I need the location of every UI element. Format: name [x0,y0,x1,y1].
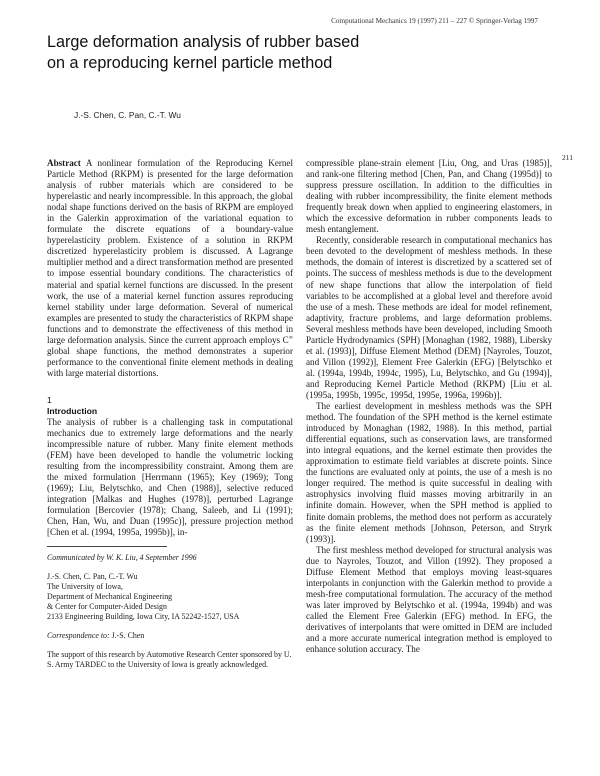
author-address [47,572,293,622]
abstract-label: Abstract [47,158,81,168]
left-column [47,158,293,679]
address-line: & Center for Computer-Aided Design [47,602,167,612]
authors: J.-S. Chen, C. Pan, C.-T. Wu [74,110,181,120]
communicated-note: Communicated by W. K. Liu, 4 September 1996 [47,553,197,563]
page-number: 211 [562,153,573,162]
footnote-divider [47,546,167,547]
address-line: 2133 Engineering Building, Iowa City, IA 52242-1527, USA [47,612,240,622]
abstract-superscript: ∞ [288,334,293,341]
address-line: J.-S. Chen, C. Pan, C.-T. Wu [47,572,138,582]
address-line: Department of Mechanical Engineering [47,592,173,602]
correspondence-label: Correspondence to: [47,631,110,641]
section-heading [47,395,293,417]
title-line-2: on a reproducing kernel particle method [47,54,333,72]
address-line: The University of Iowa, [47,582,123,592]
right-column [306,158,552,655]
paper-title [47,32,487,74]
intro-paragraph: The analysis of rubber is a challenging task in computational mechanics due to extremely large deformations and the nearly incompressible nature of rubber. Many finite element methods (FEM) have been developed to handle the volumetric locking resulting from the incompressibility constraint. Among them are the mixed formulation [Herrmann (1965); Key (1969); Tong (1969); Liu, Belytschko, and Chen (1988)], selective reduced integration [Malkas and Hughes (1978)], perturbed Lagrange formulation [Bercovier (1978); Chang, Saleeb, and Li (1991); Chen, Han, Wu, and Duan (1995c)], pressure projection method [Chen et al. (1994, 1995a, 1995b)], in- [47,416,293,538]
abstract-tail: global shape functions, the method demonstrates a superior performance to the conventional finite element methods in dealing with large material distortions. [47,345,293,378]
body-paragraph: compressible plane-strain element [Liu, Ong, and Uras (1985)], and rank-one filtering method [Chen, Pan, and Chang (1995d)] to suppress pressure oscillation. In addition to the difficulties in dealing with rubber incompressibility, the finite element methods frequently break down when applied to engineering elastomers, in which the excessive deformation in rubber components leads to mesh entanglement. [306,158,552,235]
correspondence [47,631,293,641]
title-block [47,32,487,74]
correspondence-name: J.-S. Chen [109,631,145,641]
section-number: 1 [47,394,52,405]
body-paragraph: Recently, considerable research in computational mechanics has been devoted to the development of meshless methods. In these methods, the domain of interest is discretized by a scattered set of points. The success of meshless methods is due to the development of new shape functions that allow the interpolation of field variables to be accomplished at a global level and therefore avoid the use of a mesh. These methods are ideal for model refinement, adaptivity, fracture problems, and large deformation problems. Several meshless methods have been developed, including Smooth Particle Hydrodynamics (SPH) [Monaghan (1982, 1988), Libersky et al. (1993)], Diffuse Element Method (DEM) [Nayroles, Touzot, and Villon (1992)], Element Free Galerkin (EFG) [Belytschko et al. (1994a, 1994b, 1994c, 1995), Lu, Belytschko, and Gu (1994)], and Reproducing Kernel Particle Method (RKPM) [Liu et al. (1995a, 1995b, 1995c, 1995d, 1995e, 1996a, 1996b)]. [306,235,552,400]
abstract [47,158,293,379]
body-paragraph: The first meshless method developed for structural analysis was due to Nayroles, Touzot, and Villon (1992). They proposed a Diffuse Element Method that employs moving least-squares interpolants in conjunction with the Galerkin method to provide a mesh-free computational formulation. The accuracy of the method was later improved by Belytschko et al. (1994a, 1994b) and was called the Element Free Galerkin (EFG) method. In EFG, the derivatives of interpolants that were omitted in DEM are included and a more accurate numerical integration method is employed to enhance solution accuracy. The [306,544,552,655]
section-title: Introduction [47,405,98,416]
body-paragraph: The earliest development in meshless methods was the SPH method. The foundation of the SPH method is the kernel estimate introduced by Monaghan (1982, 1988). In this method, partial differential equations, such as conservation laws, are transformed into integral equations, and the kernel estimate then provides the approximation to estimate field variables at discrete points. Since the functions are evaluated only at points, the use of a mesh is no longer required. The method is quite successful in dealing with astrophysics involving fluid masses moving arbitrarily in an infinite domain. However, when the SPH method is applied to finite domain problems, the method does not perform as accurately as the finite element methods [Johnson, Peterson, and Stryrk (1993)]. [306,401,552,544]
title-line-1: Large deformation analysis of rubber based [47,33,360,51]
support-note: The support of this research by Automotive Research Center sponsored by U. S. Army TARDEC to the University of Iowa is greatly acknowledged. [47,650,292,670]
running-head: Computational Mechanics 19 (1997) 211 – 227 © Springer-Verlag 1997 [331,17,538,25]
abstract-body: A nonlinear formulation of the Reproducing Kernel Particle Method (RKPM) is presented for the large deformation analysis of rubber materials which are considered to be hyperelastic and nearly incompressible. In this approach, the global nodal shape functions derived on the basis of RKPM are employed in the Galerkin approximation of the variational equation to formulate the discrete equations of a boundary-value hyperelasticity problem. Existence of a solution in RKPM discretized hyperelasticity problem is discussed. A Lagrange multiplier method and a direct transformation method are presented to impose essential boundary conditions. The characteristics of material and spatial kernel functions are discussed. In the present work, the use of a material kernel function assures reproducing kernel stability under large deformation. Several of numerical examples are presented to study the characteristics of RKPM shape functions and to demonstrate the effectiveness of this method in large deformation analysis. Since the current approach employs C [47,158,293,345]
footnote-block [47,553,293,670]
